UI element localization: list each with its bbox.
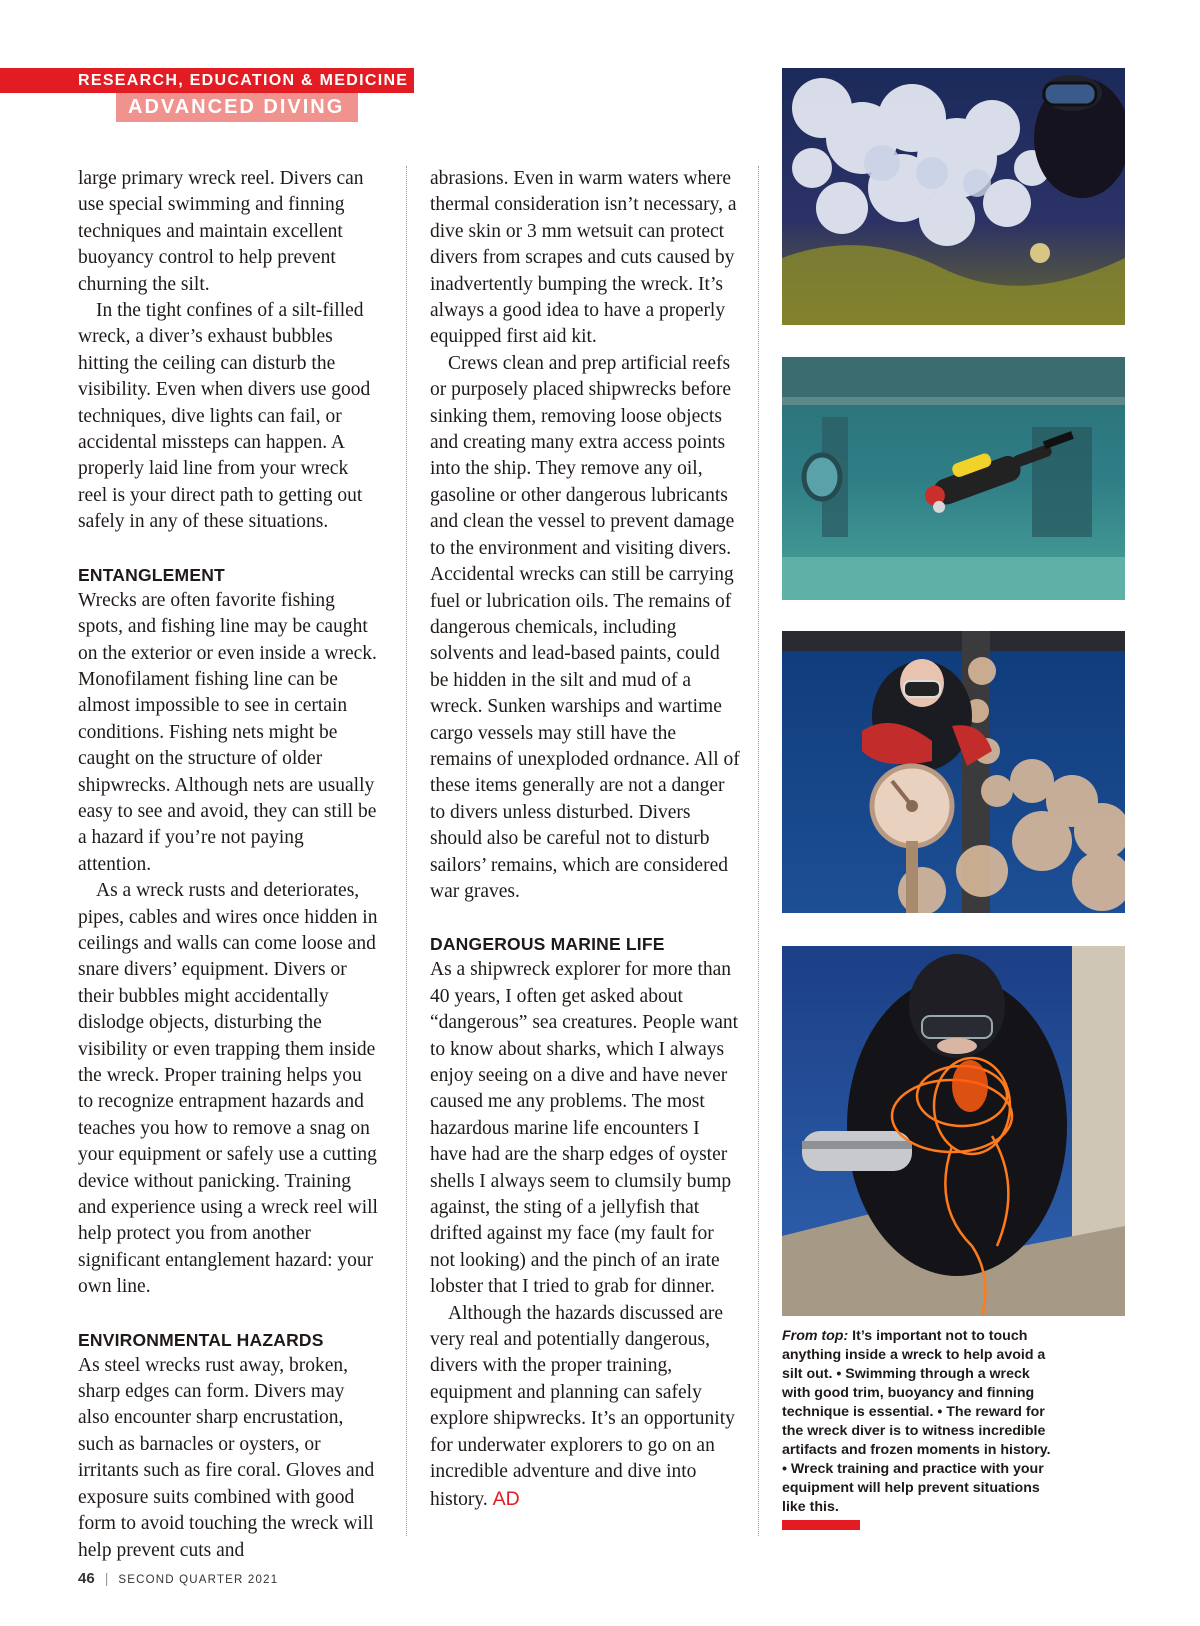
issue-label: SECOND QUARTER 2021 <box>118 1574 279 1586</box>
photo-wreck-artifact <box>782 631 1125 913</box>
paragraph: abrasions. Even in warm waters where thermal consideration isn’t necessary, a dive skin or 3 mm wetsuit can protect divers from scrapes and cuts caused by inadvertently bumping the wreck. It’s always a good idea to have a properly equipped first aid kit. <box>430 168 737 348</box>
paragraph: In the tight confines of a silt-filled wreck, a diver’s exhaust bubbles hitting the ceiling can disturb the visibility. Even when divers use good techniques, dive lights can fail, or accidental missteps can happen. A properly laid line from your wreck reel is your direct path to getting out safely in any of these situations. <box>78 300 371 533</box>
paragraph: As a shipwreck explorer for more than 40 years, I often get asked about “dangerous” sea creatures. People want to know about sharks, which I always enjoy seeing on a dive and have never caused me any problems. The most hazardous marine life encounters I have had are the sharp edges of oyster shells I always seem to clumsily bump against, the sting of a jellyfish that drifted against my face (my fault for not looking) and the pinch of an irate lobster that I tried to grab for dinner. <box>430 959 739 1298</box>
end-mark: AD <box>492 1487 520 1510</box>
section-label: RESEARCH, EDUCATION & MEDICINE <box>78 72 409 89</box>
photo-caption <box>782 1327 1052 1517</box>
artifact-photo-illustration <box>782 631 1125 913</box>
page-footer <box>78 1570 278 1587</box>
subheading-dangerous-marine-life: DANGEROUS MARINE LIFE <box>430 934 665 955</box>
swim-photo-illustration <box>782 357 1125 600</box>
column-divider <box>758 166 759 1536</box>
paragraph <box>430 1301 740 1513</box>
article-column-2 <box>430 166 740 1513</box>
subheading-environmental-hazards: ENVIRONMENTAL HAZARDS <box>78 1329 324 1350</box>
paragraph: As a wreck rusts and deteriorates, pipes, cables and wires once hidden in ceilings and walls can come loose and snare divers’ equipment. Divers or their bubbles might accidentally dislodge objects, disturbing the visibility or even trapping them inside the wreck. Proper training helps you to recognize entrapment hazards and teaches you how to remove a snag on your equipment or safely use a cutting device without panicking. Training and experience using a wreck reel will help protect you from another significant entanglement hazard: your own line. <box>78 880 378 1298</box>
paragraph: As steel wrecks rust away, broken, sharp edges can form. Divers may also encounter sharp encrustation, such as barnacles or oysters, or irritants such as fire coral. Gloves and exposure suits combined with good form to avoid touching the wreck will help prevent cuts and <box>78 1354 375 1561</box>
subheading-entanglement: ENTANGLEMENT <box>78 564 225 585</box>
paragraph: Crews clean and prep artificial reefs or purposely placed shipwrecks before sinking them, removing loose objects and creating many extra access points into the ship. They remove any oil, gasoline or other dangerous lubricants and clean the vessel to prevent damage to the environment and visiting divers. Accidental wrecks can still be carrying fuel or lubrication oils. The remains of dangerous chemicals, including solvents and lead-based paints, could be hidden in the silt and mud of a wreck. Sunken warships and wartime cargo vessels may still have the remains of unexploded ordnance. All of these items generally are not a danger to divers unless disturbed. Divers should also be careful not to disturb sailors’ remains, which are considered war graves. <box>430 352 740 902</box>
caption-accent-bar <box>782 1520 860 1530</box>
article-column-1 <box>78 166 378 1564</box>
entangled-photo-illustration <box>782 946 1125 1316</box>
silt-photo-illustration <box>782 68 1125 325</box>
caption-lead: From top: <box>782 1328 849 1344</box>
column-divider <box>406 166 407 1536</box>
photo-entangled-diver <box>782 946 1125 1316</box>
photo-silt-out <box>782 68 1125 325</box>
paragraph-text: Although the hazards discussed are very real and potentially dangerous, divers with the proper training, equipment and planning can safely explore shipwrecks. It’s an opportunity for underwater explorers to go on an incredible adventure and dive into history. <box>430 1302 735 1510</box>
subsection-label: ADVANCED DIVING <box>128 96 345 118</box>
paragraph: large primary wreck reel. Divers can use special swimming and finning techniques and maintain excellent buoyancy control to help prevent churning the silt. <box>78 168 364 295</box>
paragraph: Wrecks are often favorite fishing spots, and fishing line may be caught on the exterior or even inside a wreck. Monofilament fishing line can be almost impossible to see in certain conditions. Fishing nets might be caught on the structure of older shipwrecks. Although nets are usually easy to see and avoid, they can still be a hazard if you’re not paying attention. <box>78 589 377 875</box>
page-number: 46 <box>78 1570 95 1587</box>
photo-wreck-swim-through <box>782 357 1125 600</box>
caption-body: It’s important not to touch anything inside a wreck to help avoid a silt out. • Swimming through a wreck with good trim, buoyancy and finning technique is essential. • The reward for the wreck diver is to witness incredible artifacts and frozen moments in history. • Wreck training and practice with your equipment will help prevent situations like this. <box>782 1328 1051 1515</box>
footer-separator: | <box>104 1570 109 1586</box>
